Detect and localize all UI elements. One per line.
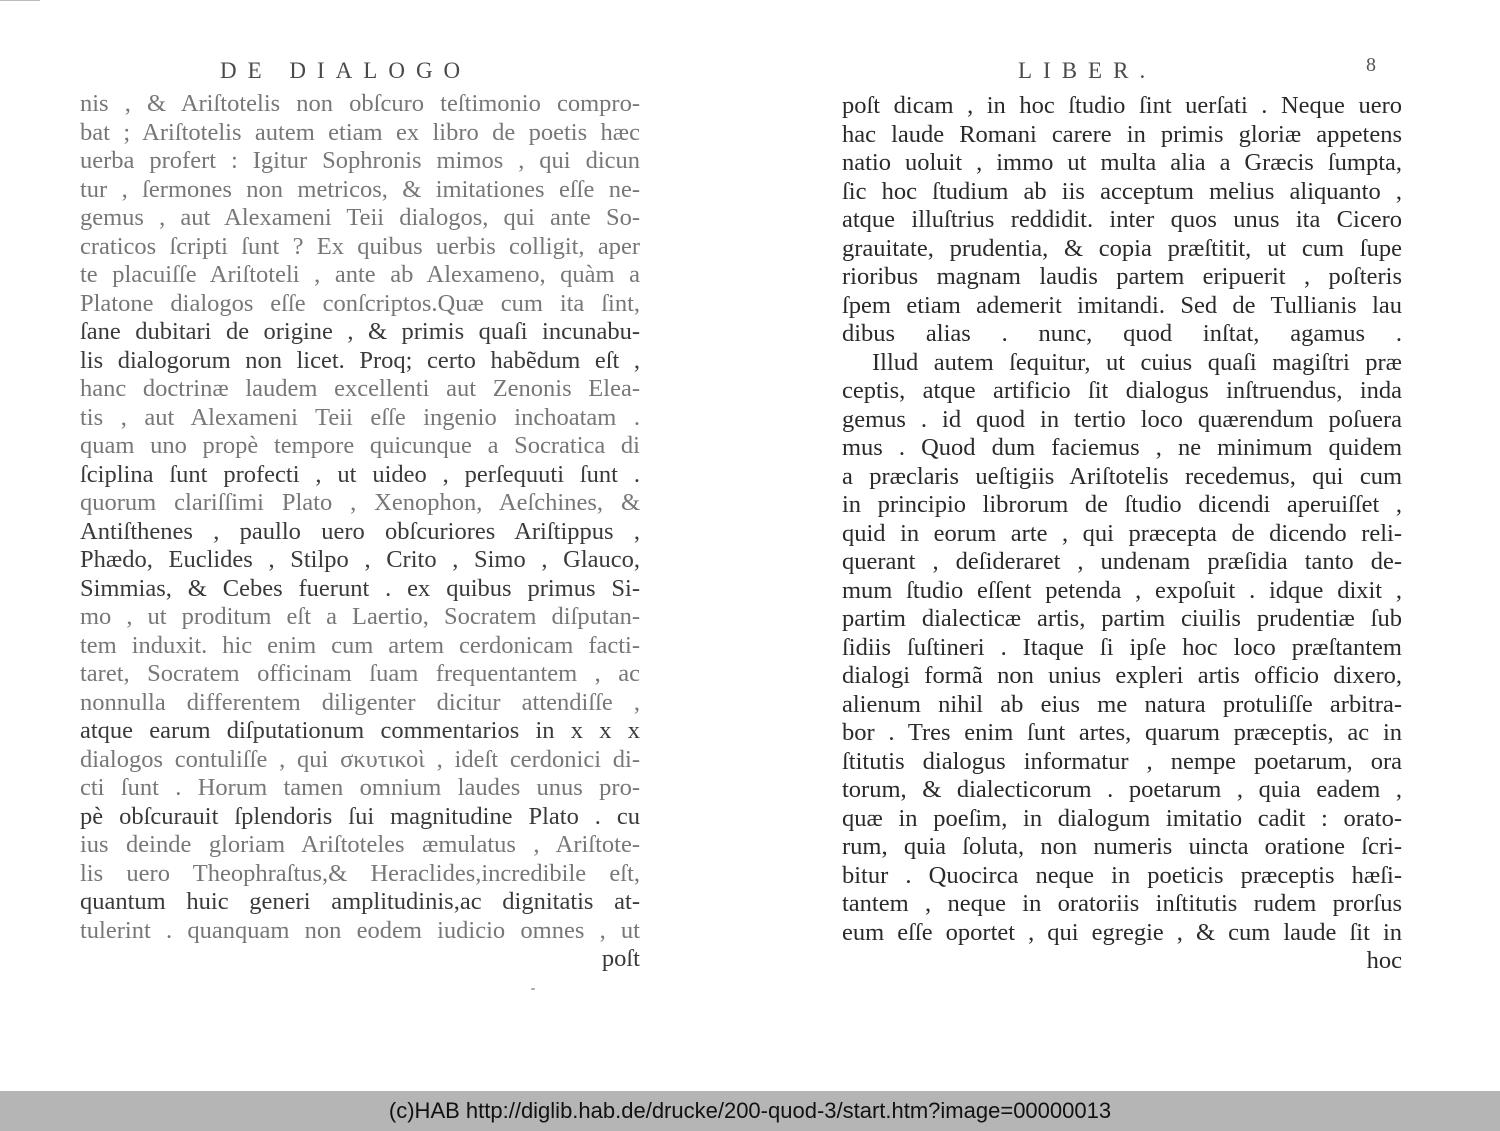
left-page-text (80, 90, 640, 974)
text-line: quantum huic generi amplitudinis,ac dignitatis at- (80, 888, 640, 915)
text-line: hac laude Romani carere in primis gloriæ appetens (842, 120, 1402, 148)
text-line: mus . Quod dum faciemus , ne minimum quidem (842, 434, 1402, 461)
text-line: atque earum diſputationum commentarios in x x x (80, 717, 640, 744)
text-line: dibus alias . nunc, quod inſtat, agamus . (842, 320, 1402, 347)
text-line: ſane dubitari de origine , & primis quaſi incunabu- (80, 318, 640, 345)
text-line: rum, quia ſoluta, non numeris uincta oratione ſcri- (842, 833, 1402, 860)
text-line: torum, & dialecticorum . poetarum , quia eadem , (842, 776, 1402, 803)
scan-edge-line (0, 0, 40, 1)
copyright-footer: (c)HAB http://diglib.hab.de/drucke/200-quod-3/start.htm?image=00000013 (0, 1091, 1500, 1131)
text-line: mo , ut proditum eſt a Laertio, Socratem diſputan- (80, 603, 640, 630)
text-line: atque illuſtrius reddidit. inter quos unus ita Cicero (842, 206, 1402, 233)
text-line: ius deinde gloriam Ariſtoteles æmulatus , Ariſtote- (80, 831, 640, 858)
text-line: tis , aut Alexameni Teii eſſe ingenio inchoatam . (80, 403, 640, 431)
text-line: gemus , aut Alexameni Teii dialogos, qui ante So- (80, 204, 640, 231)
text-line: Simmias, & Cebes fuerunt . ex quibus primus Si- (80, 574, 640, 602)
text-line: gemus . id quod in tertio loco quærendum poſuera (842, 405, 1402, 433)
text-line: partim dialecticæ artis, partim ciuilis prudentiæ ſub (842, 605, 1402, 632)
text-line: Platone dialogos eſſe conſcriptos.Quæ cum ita ſint, (80, 289, 640, 317)
text-line: ſciplina ſunt profecti , ut uideo , perſequuti ſunt . (80, 460, 640, 488)
text-line: craticos ſcripti ſunt ? Ex quibus uerbis colligit, aper (80, 232, 640, 260)
text-line: nonnulla differentem diligenter dicitur attendiſſe , (80, 688, 640, 716)
text-line: Illud autem ſequitur, ut cuius quaſi magiſtri præ (872, 348, 1402, 376)
text-line: pè obſcurauit ſplendoris ſui magnitudine Plato . cu (80, 802, 640, 830)
text-line: tem induxit. hic enim cum artem cerdonicam facti- (80, 631, 640, 659)
text-line: ceptis, atque artificio ſit dialogus inſtruendus, inda (842, 377, 1402, 404)
text-line: lis dialogorum non licet. Proq; certo habẽdum eſt , (80, 346, 640, 374)
running-head-right: LIBER. (1018, 58, 1157, 83)
text-line: cti ſunt . Horum tamen omnium laudes unus pro- (80, 774, 640, 801)
text-line: quam uno propè tempore quicunque a Socratica di (80, 432, 640, 459)
text-line: Antiſthenes , paullo uero obſcuriores Ariſtippus , (80, 517, 640, 545)
text-line: natio uoluit , immo ut multa alia a Græcis ſumpta, (842, 149, 1402, 176)
text-line: ſic hoc ſtudium ab iis acceptum melius aliquanto , (842, 177, 1402, 205)
text-line: bor . Tres enim ſunt artes, quarum præceptis, ac in (842, 719, 1402, 746)
text-line: quid in eorum arte , qui præcepta de dicendo reli- (842, 519, 1402, 547)
text-line: uerba profert : Igitur Sophronis mimos , qui dicun (80, 147, 640, 174)
text-line: mum ſtudio eſſent petenda , expoſuit . idque dixit , (842, 576, 1402, 604)
text-line: nis , & Ariſtotelis non obſcuro teſtimonio compro- (80, 90, 640, 117)
text-line: taret, Socratem officinam ſuam frequentantem , ac (80, 660, 640, 687)
running-head-left: DE DIALOGO (220, 58, 472, 83)
text-line: lis uero Theophraſtus,& Heraclides,incredibile eſt, (80, 859, 640, 887)
right-page-text (842, 92, 1402, 976)
text-line: tantem , neque in oratoriis inſtitutis rudem prorſus (842, 890, 1402, 917)
text-line: quæ in poeſim, in dialogum imitatio cadit : orato- (842, 804, 1402, 832)
text-line: grauitate, prudentia, & copia præſtitit, ut cum ſupe (842, 234, 1402, 262)
text-line: poſt (601, 945, 640, 972)
ink-speck (531, 988, 535, 990)
text-line: ſpem etiam ademerit imitandi. Sed de Tullianis lau (842, 291, 1402, 319)
text-line: hanc doctrinæ laudem excellenti aut Zenonis Elea- (80, 375, 640, 402)
text-line: bat ; Ariſtotelis autem etiam ex libro de poetis hæc (80, 118, 640, 146)
text-line: ſtitutis dialogus informatur , nempe poetarum, ora (842, 747, 1402, 775)
text-line: hoc (1366, 947, 1402, 974)
text-line: te placuiſſe Ariſtoteli , ante ab Alexameno, quàm a (80, 261, 640, 288)
text-line: querant , deſideraret , undenam præſidia tanto de- (842, 548, 1402, 575)
text-line: bitur . Quocirca neque in poeticis præceptis hæſi- (842, 861, 1402, 889)
text-line: alienum nihil ab eius me natura protuliſſe arbitra- (842, 690, 1402, 718)
text-line: dialogos contuliſſe , qui σκυτικοὶ , ideſt cerdonici di- (80, 745, 640, 773)
text-line: rioribus magnam laudis partem eripuerit , poſteris (842, 263, 1402, 290)
text-line: eum eſſe oportet , qui egregie , & cum laude ſit in (842, 918, 1402, 946)
text-line: tur , ſermones non metricos, & imitationes eſſe ne- (80, 175, 640, 203)
text-line: in principio librorum de ſtudio dicendi aperuiſſet , (842, 491, 1402, 518)
text-line: dialogi formã non unius expleri artis officio dixero, (842, 662, 1402, 689)
text-line: poſt dicam , in hoc ſtudio ſint uerſati . Neque uero (842, 92, 1402, 119)
text-line: Phædo, Euclides , Stilpo , Crito , Simo , Glauco, (80, 546, 640, 573)
text-line: a præclaris ueſtigiis Ariſtotelis recedemus, qui cum (842, 462, 1402, 490)
text-line: quorum clariſſimi Plato , Xenophon, Aeſchines, & (80, 489, 640, 516)
text-line: tulerint . quanquam non eodem iudicio omnes , ut (80, 916, 640, 944)
text-line: ſidiis ſuſtineri . Itaque ſi ipſe hoc loco præſtantem (842, 633, 1402, 661)
page-number: 8 (1366, 54, 1376, 76)
